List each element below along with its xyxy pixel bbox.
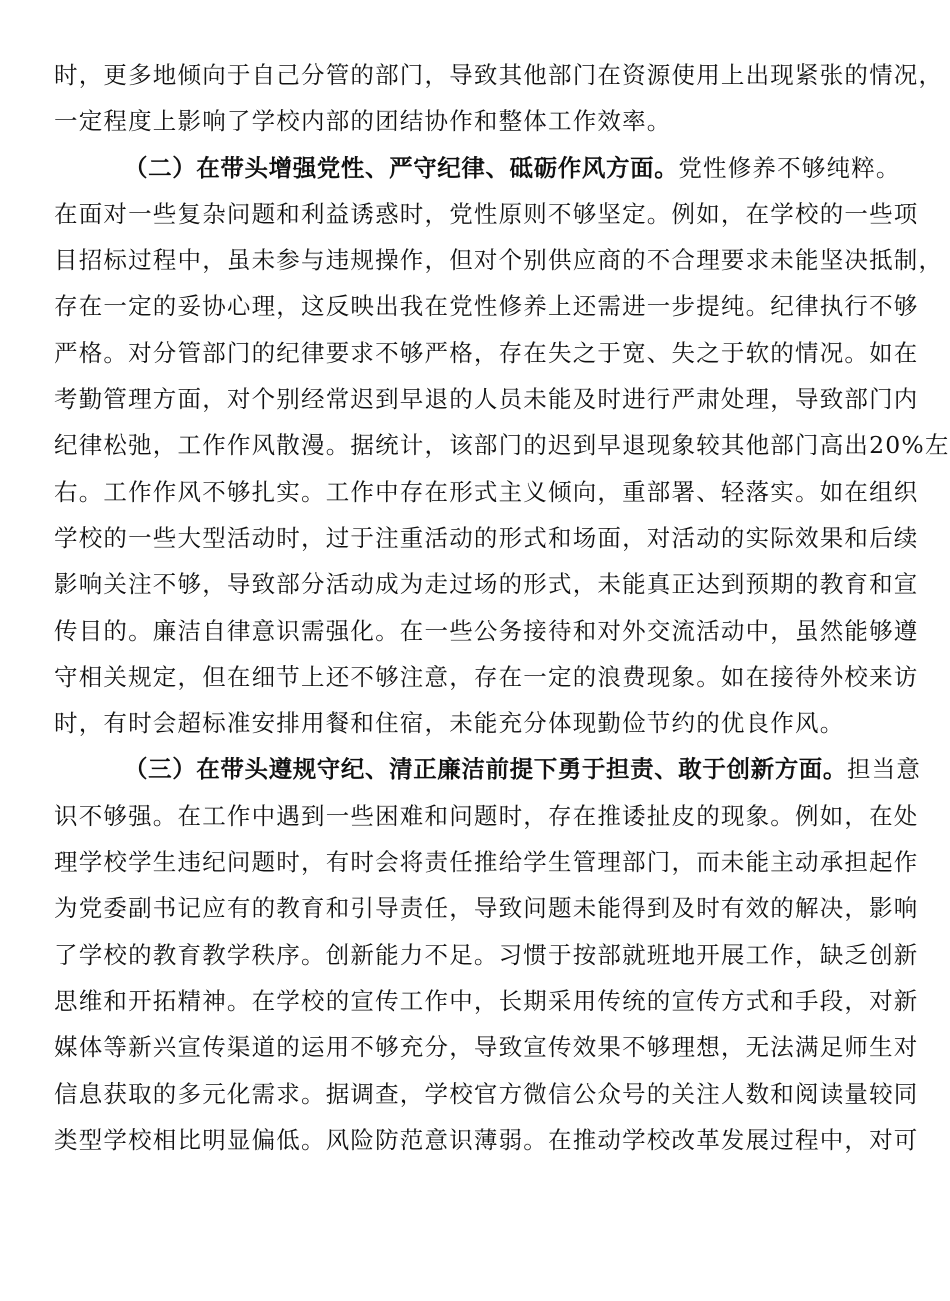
text-line: 了学校的教育教学秩序。创新能力不足。习惯于按部就班地开展工作，缺乏创新 [54, 940, 919, 969]
paragraph-2-first-line [54, 145, 901, 191]
text-line: 类型学校相比明显偏低。风险防范意识薄弱。在推动学校改革发展过程中，对可 [54, 1125, 919, 1154]
text-line: 目招标过程中，虽未参与违规操作，但对个别供应商的不合理要求未能坚决抵制， [54, 246, 944, 275]
text-line: 思维和开拓精神。在学校的宣传工作中，长期采用传统的宣传方式和手段，对新 [54, 986, 919, 1015]
text-line: 守相关规定，但在细节上还不够注意，存在一定的浪费现象。如在接待外校来访 [54, 662, 919, 691]
section-heading-3: （三）在带头遵规守纪、清正廉洁前提下勇于担责、敢于创新方面。 [124, 755, 847, 784]
text-line: 一定程度上影响了学校内部的团结协作和整体工作效率。 [54, 107, 672, 136]
text-run: 担当意 [847, 755, 922, 784]
paragraph-1 [54, 52, 944, 145]
text-line: 影响关注不够，导致部分活动成为走过场的形式，未能真正达到预期的教育和宣 [54, 570, 919, 599]
text-line: 在面对一些复杂问题和利益诱惑时，党性原则不够坚定。例如，在学校的一些项 [54, 199, 919, 228]
text-line: 存在一定的妥协心理，这反映出我在党性修养上还需进一步提纯。纪律执行不够 [54, 292, 919, 321]
paragraph-2 [54, 145, 950, 747]
text-line: 理学校学生违纪问题时，有时会将责任推给学生管理部门，而未能主动承担起作 [54, 848, 919, 877]
text-line: 纪律松弛，工作作风散漫。据统计，该部门的迟到早退现象较其他部门高出20%左 [54, 431, 950, 460]
document-page [54, 52, 950, 1163]
text-line: 为党委副书记应有的教育和引导责任，导致问题未能得到及时有效的解决，影响 [54, 894, 919, 923]
text-line: 传目的。廉洁自律意识需强化。在一些公务接待和对外交流活动中，虽然能够遵 [54, 616, 919, 645]
paragraph-3-first-line [54, 746, 922, 792]
text-run: 党性修养不够纯粹。 [678, 153, 901, 182]
text-line: 媒体等新兴宣传渠道的运用不够充分，导致宣传效果不够理想，无法满足师生对 [54, 1033, 919, 1062]
text-line: 信息获取的多元化需求。据调查，学校官方微信公众号的关注人数和阅读量较同 [54, 1079, 919, 1108]
text-line: 时，更多地倾向于自己分管的部门，导致其他部门在资源使用上出现紧张的情况， [54, 61, 944, 89]
text-line: 学校的一些大型活动时，过于注重活动的形式和场面，对活动的实际效果和后续 [54, 523, 919, 552]
text-line: 右。工作作风不够扎实。工作中存在形式主义倾向，重部署、轻落实。如在组织 [54, 477, 919, 506]
text-line: 考勤管理方面，对个别经常迟到早退的人员未能及时进行严肃处理，导致部门内 [54, 385, 919, 414]
text-line: 严格。对分管部门的纪律要求不够严格，存在失之于宽、失之于软的情况。如在 [54, 338, 919, 367]
text-line: 识不够强。在工作中遇到一些困难和问题时，存在推诿扯皮的现象。例如，在处 [54, 801, 919, 830]
text-line: 时，有时会超标准安排用餐和住宿，未能充分体现勤俭节约的优良作风。 [54, 709, 845, 738]
paragraph-3 [54, 746, 922, 1163]
section-heading-2: （二）在带头增强党性、严守纪律、砥砺作风方面。 [124, 153, 679, 182]
